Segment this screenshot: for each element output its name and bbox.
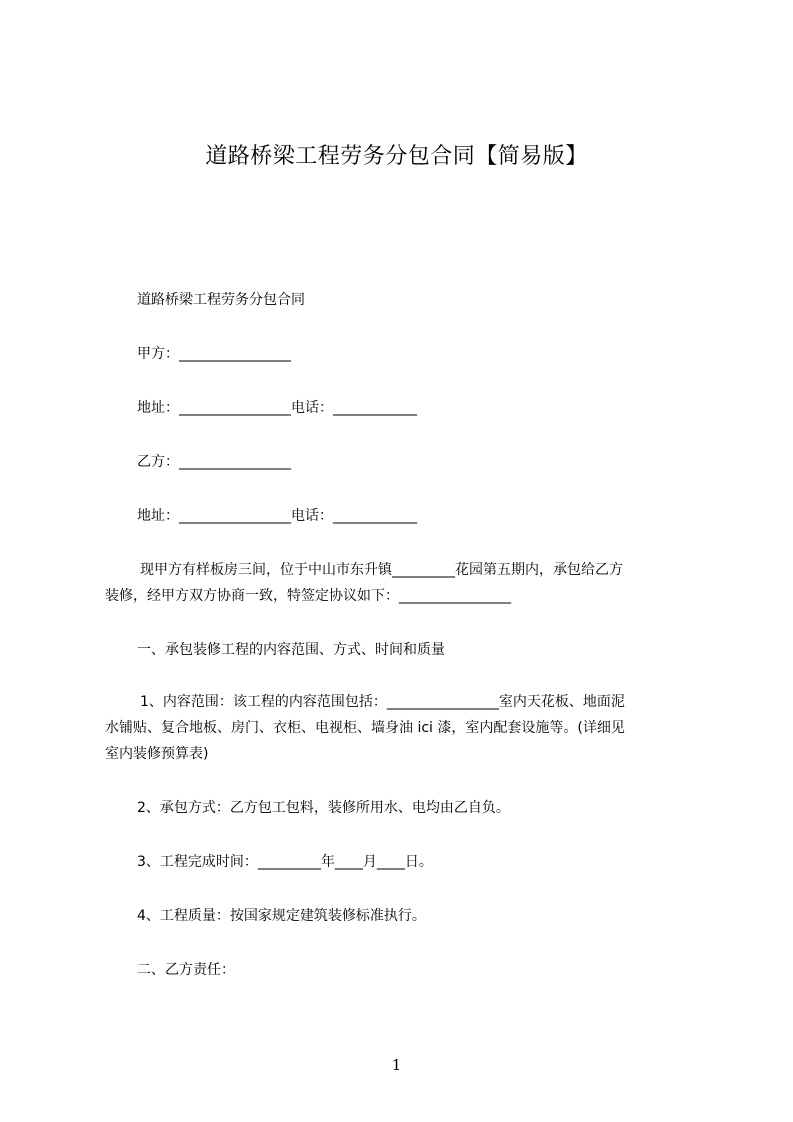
intro-paragraph-line-2: 装修，经甲方双方协商一致，特签定协议如下：________________ <box>105 588 511 604</box>
contract-method-line: 2、承包方式：乙方包工包料，装修所用水、电均由乙自负。 <box>137 800 510 816</box>
party-a-line: 甲方：________________ <box>137 346 291 362</box>
quality-line: 4、工程质量：按国家规定建筑装修标准执行。 <box>137 908 426 924</box>
party-a-address-line: 地址：________________电话：____________ <box>137 400 417 416</box>
party-b-line: 乙方：________________ <box>137 454 291 470</box>
contract-heading: 道路桥梁工程劳务分包合同 <box>137 292 305 308</box>
section-1-heading: 一、承包装修工程的内容范围、方式、时间和质量 <box>137 642 445 658</box>
completion-time-line: 3、工程完成时间：_________年____月____日。 <box>137 854 433 870</box>
document-title: 道路桥梁工程劳务分包合同【简易版】 <box>205 144 588 169</box>
scope-paragraph-line-1: 1、内容范围：该工程的内容范围包括：________________室内天花板、地面泥 <box>140 694 625 710</box>
scope-paragraph-line-2: 水铺贴、复合地板、房门、衣柜、电视柜、墙身油 ici 漆，室内配套设施等。(详细见 <box>105 720 625 736</box>
scope-paragraph-line-3: 室内装修预算表) <box>105 746 209 762</box>
party-b-address-line: 地址：________________电话：____________ <box>137 508 417 524</box>
intro-paragraph-line-1: 现甲方有样板房三间，位于中山市东升镇_________花园第五期内，承包给乙方 <box>140 562 623 578</box>
section-2-heading: 二、乙方责任： <box>137 962 235 978</box>
page-number: 1 <box>391 1056 402 1074</box>
